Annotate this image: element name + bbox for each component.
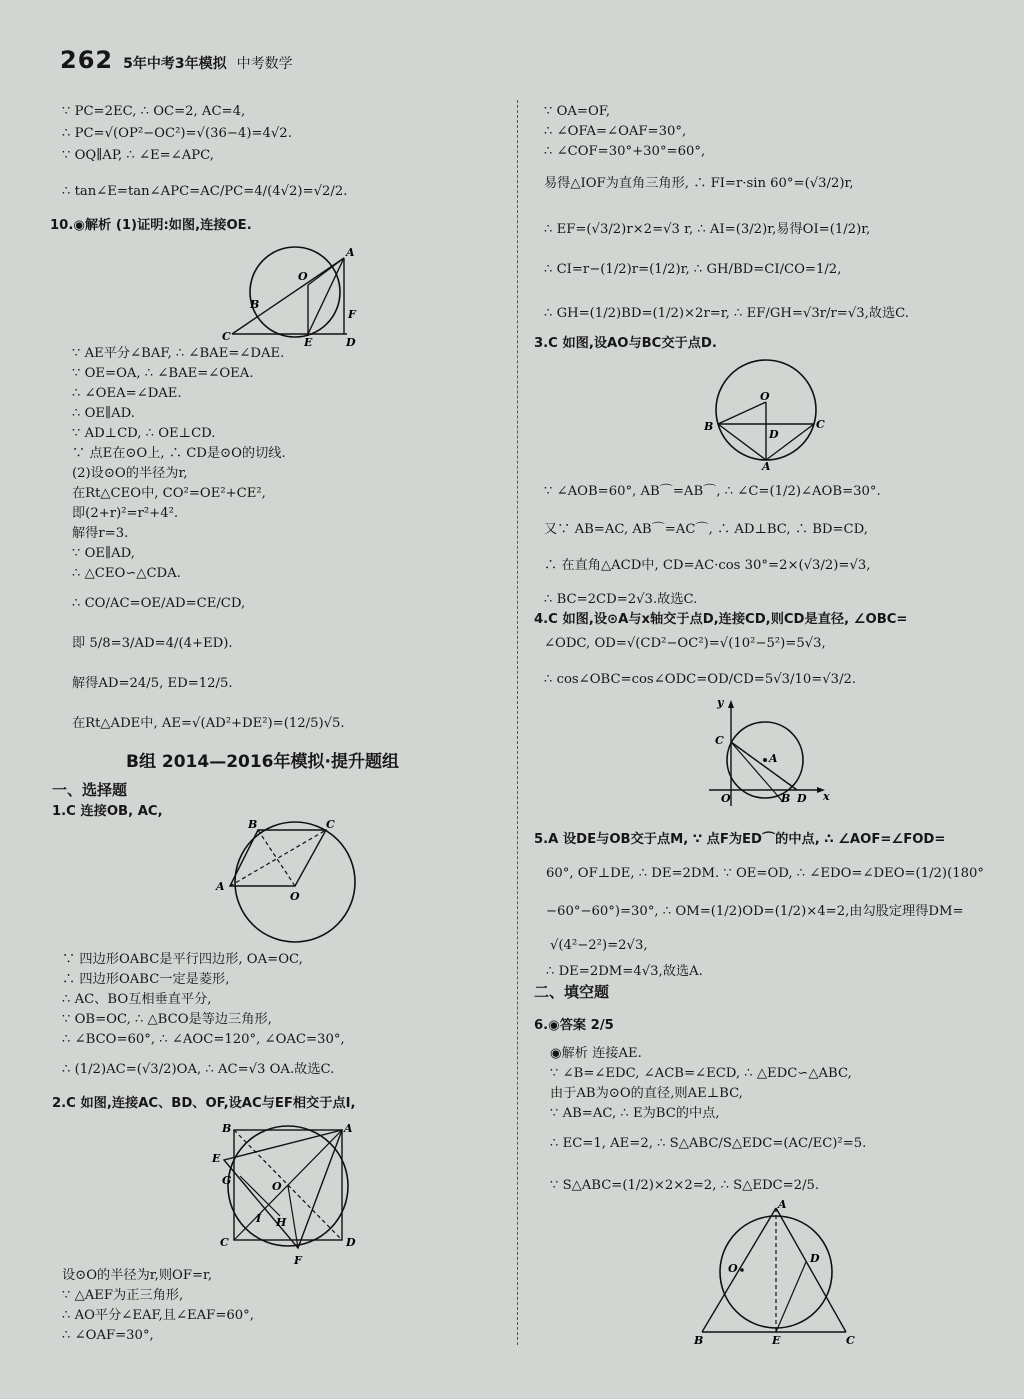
page-header — [60, 46, 293, 76]
figure-6 — [690, 1200, 870, 1346]
label-E: E — [212, 1152, 221, 1165]
text-line: ∴ DE=2DM=4√3,故选A. — [546, 964, 703, 979]
text-line: ∵ PC=2EC, ∴ OC=2, AC=4, — [62, 104, 246, 119]
label-O: O — [298, 270, 308, 283]
label-O: O — [272, 1180, 282, 1193]
text-line: (2)设⊙O的半径为r, — [72, 466, 188, 481]
label-O: O — [760, 390, 770, 403]
figure-2 — [210, 1118, 360, 1268]
text-line: ∵ OB=OC, ∴ △BCO是等边三角形, — [62, 1012, 272, 1027]
text-line: 即(2+r)²=r²+4². — [72, 506, 179, 521]
text-line: 易得△IOF为直角三角形, ∴ FI=r·sin 60°=(√3/2)r, — [544, 176, 854, 191]
label-C: C — [816, 418, 825, 431]
text-line: ∵ S△ABC=(1/2)×2×2=2, ∴ S△EDC=2/5. — [550, 1178, 820, 1193]
label-O: O — [721, 792, 731, 805]
label-y: y — [717, 698, 724, 709]
text-line: 在Rt△ADE中, AE=√(AD²+DE²)=(12/5)√5. — [72, 716, 345, 731]
label-O: O — [728, 1262, 738, 1275]
text-line: ∴ AO平分∠EAF,且∠EAF=60°, — [62, 1308, 254, 1323]
text-line: ∵ ∠AOB=60°, AB⌒=AB⌒, ∴ ∠C=(1/2)∠AOB=30°. — [544, 484, 881, 499]
page-number: 262 — [60, 46, 114, 74]
label-B: B — [704, 420, 714, 433]
text-line: ∠ODC, OD=√(CD²−OC²)=√(10²−5²)=5√3, — [544, 636, 826, 651]
text-line: ∴ EF=(√3/2)r×2=√3 r, ∴ AI=(3/2)r,易得OI=(1/2)r, — [544, 222, 871, 237]
label-A: A — [769, 752, 778, 765]
problem-6-answer: 6.◉答案 2/5 — [534, 1018, 614, 1033]
label-E: E — [772, 1334, 781, 1346]
subject: 中考数学 — [236, 56, 293, 72]
text-line: ∴ ∠OEA=∠DAE. — [72, 386, 182, 401]
label-A: A — [778, 1200, 787, 1211]
text-line: √(4²−2²)=2√3, — [550, 938, 648, 953]
text-line: 设⊙O的半径为r,则OF=r, — [62, 1268, 213, 1283]
label-C: C — [715, 734, 724, 747]
text-line: ∴ EC=1, AE=2, ∴ S△ABC/S△EDC=(AC/EC)²=5. — [550, 1136, 867, 1151]
book-title: 5年中考3年模拟 — [123, 56, 227, 72]
label-C: C — [220, 1236, 229, 1249]
text-line: ∵ AD⊥CD, ∴ OE⊥CD. — [72, 426, 216, 441]
text-line: 即 5/8=3/AD=4/(4+ED). — [72, 636, 233, 651]
label-A: A — [762, 460, 771, 470]
text-line: ∵ OE=OA, ∴ ∠BAE=∠OEA. — [72, 366, 254, 381]
text-line: ∴ CI=r−(1/2)r=(1/2)r, ∴ GH/BD=CI/CO=1/2, — [544, 262, 842, 277]
label-B: B — [781, 792, 791, 805]
label-A: A — [216, 880, 225, 893]
label-B: B — [248, 820, 258, 831]
label-D: D — [346, 336, 356, 349]
label-A: A — [346, 246, 355, 259]
label-F: F — [294, 1254, 302, 1267]
label-G: G — [222, 1174, 232, 1187]
group-heading: B组 2014—2016年模拟·提升题组 — [126, 752, 399, 772]
text-line: ∴ (1/2)AC=(√3/2)OA, ∴ AC=√3 OA.故选C. — [62, 1062, 335, 1077]
text-line: ∴ cos∠OBC=cos∠ODC=OD/CD=5√3/10=√3/2. — [544, 672, 857, 687]
label-I: I — [256, 1212, 262, 1225]
label-D: D — [346, 1236, 356, 1249]
text-line: ∴ tan∠E=tan∠APC=AC/PC=4/(4√2)=√2/2. — [62, 184, 348, 199]
text-line: 解得AD=24/5, ED=12/5. — [72, 676, 233, 691]
text-line: ∴ CO/AC=OE/AD=CE/CD, — [72, 596, 246, 611]
text-line: ∵ OA=OF, — [544, 104, 611, 119]
label-x: x — [823, 790, 830, 803]
figure-1 — [210, 820, 360, 946]
text-line: ∴ ∠COF=30°+30°=60°, — [544, 144, 706, 159]
label-C: C — [846, 1334, 855, 1346]
text-line: ∴ PC=√(OP²−OC²)=√(36−4)=4√2. — [62, 126, 292, 141]
text-line: 又∵ AB=AC, AB⌒=AC⌒, ∴ AD⊥BC, ∴ BD=CD, — [544, 522, 868, 537]
problem-1: 1.C 连接OB, AC, — [52, 804, 163, 819]
text-line: ∵ AB=AC, ∴ E为BC的中点, — [550, 1106, 720, 1121]
problem-2: 2.C 如图,连接AC、BD、OF,设AC与EF相交于点I, — [52, 1096, 356, 1111]
text-line: ∴ AC、BO互相垂直平分, — [62, 992, 212, 1007]
label-C: C — [222, 330, 231, 343]
section-heading: 二、填空题 — [534, 983, 610, 1001]
label-A: A — [344, 1122, 353, 1135]
text-line: 由于AB为⊙O的直径,则AE⊥BC, — [550, 1086, 743, 1101]
text-line: ∴ ∠OFA=∠OAF=30°, — [544, 124, 687, 139]
figure-3 — [700, 354, 834, 470]
label-O: O — [290, 890, 300, 903]
text-line: 在Rt△CEO中, CO²=OE²+CE², — [72, 486, 266, 501]
text-line: ∵ OE∥AD, — [72, 546, 135, 561]
label-B: B — [694, 1334, 704, 1346]
label-B: B — [250, 298, 260, 311]
text-line: ◉解析 连接AE. — [550, 1046, 642, 1061]
text-line: ∵ AE平分∠BAF, ∴ ∠BAE=∠DAE. — [72, 346, 285, 361]
text-line: ∴ △CEO∽△CDA. — [72, 566, 181, 581]
label-F: F — [348, 308, 356, 321]
section-heading: 一、选择题 — [52, 781, 128, 799]
text-line: ∵ 四边形OABC是平行四边形, OA=OC, — [62, 952, 303, 967]
text-line: ∴ 在直角△ACD中, CD=AC·cos 30°=2×(√3/2)=√3, — [544, 558, 871, 573]
problem-3: 3.C 如图,设AO与BC交于点D. — [534, 336, 717, 351]
text-line: ∴ OE∥AD. — [72, 406, 135, 421]
label-H: H — [276, 1216, 287, 1229]
label-D: D — [810, 1252, 820, 1265]
label-E: E — [304, 336, 313, 349]
text-line: 60°, OF⊥DE, ∴ DE=2DM. ∵ OE=OD, ∴ ∠EDO=∠DEO=(1/2)(180° — [546, 866, 984, 881]
problem-10: 10.◉解析 (1)证明:如图,连接OE. — [50, 218, 252, 233]
figure-10 — [220, 240, 370, 350]
label-D: D — [797, 792, 807, 805]
label-D: D — [769, 428, 779, 441]
text-line: ∴ ∠OAF=30°, — [62, 1328, 154, 1343]
figure-4 — [705, 698, 835, 816]
text-line: ∴ 四边形OABC一定是菱形, — [62, 972, 230, 987]
text-line: ∴ BC=2CD=2√3.故选C. — [544, 592, 698, 607]
text-line: ∴ GH=(1/2)BD=(1/2)×2r=r, ∴ EF/GH=√3r/r=√3,故选C. — [544, 306, 909, 321]
text-line: ∵ OQ∥AP, ∴ ∠E=∠APC, — [62, 148, 214, 163]
label-B: B — [222, 1122, 232, 1135]
text-line: ∵ △AEF为正三角形, — [62, 1288, 184, 1303]
text-line: −60°−60°)=30°, ∴ OM=(1/2)OD=(1/2)×4=2,由勾股定理得DM= — [546, 904, 964, 919]
problem-5: 5.A 设DE与OB交于点M, ∵ 点F为ED⌒的中点, ∴ ∠AOF=∠FOD= — [534, 832, 946, 847]
text-line: ∴ ∠BCO=60°, ∴ ∠AOC=120°, ∠OAC=30°, — [62, 1032, 345, 1047]
label-C: C — [326, 820, 335, 831]
text-line: 解得r=3. — [72, 526, 129, 541]
problem-4: 4.C 如图,设⊙A与x轴交于点D,连接CD,则CD是直径, ∠OBC= — [534, 612, 908, 627]
text-line: ∵ ∠B=∠EDC, ∠ACB=∠ECD, ∴ △EDC∽△ABC, — [550, 1066, 852, 1081]
column-divider — [517, 100, 518, 1345]
text-line: ∵ 点E在⊙O上, ∴ CD是⊙O的切线. — [72, 446, 286, 461]
